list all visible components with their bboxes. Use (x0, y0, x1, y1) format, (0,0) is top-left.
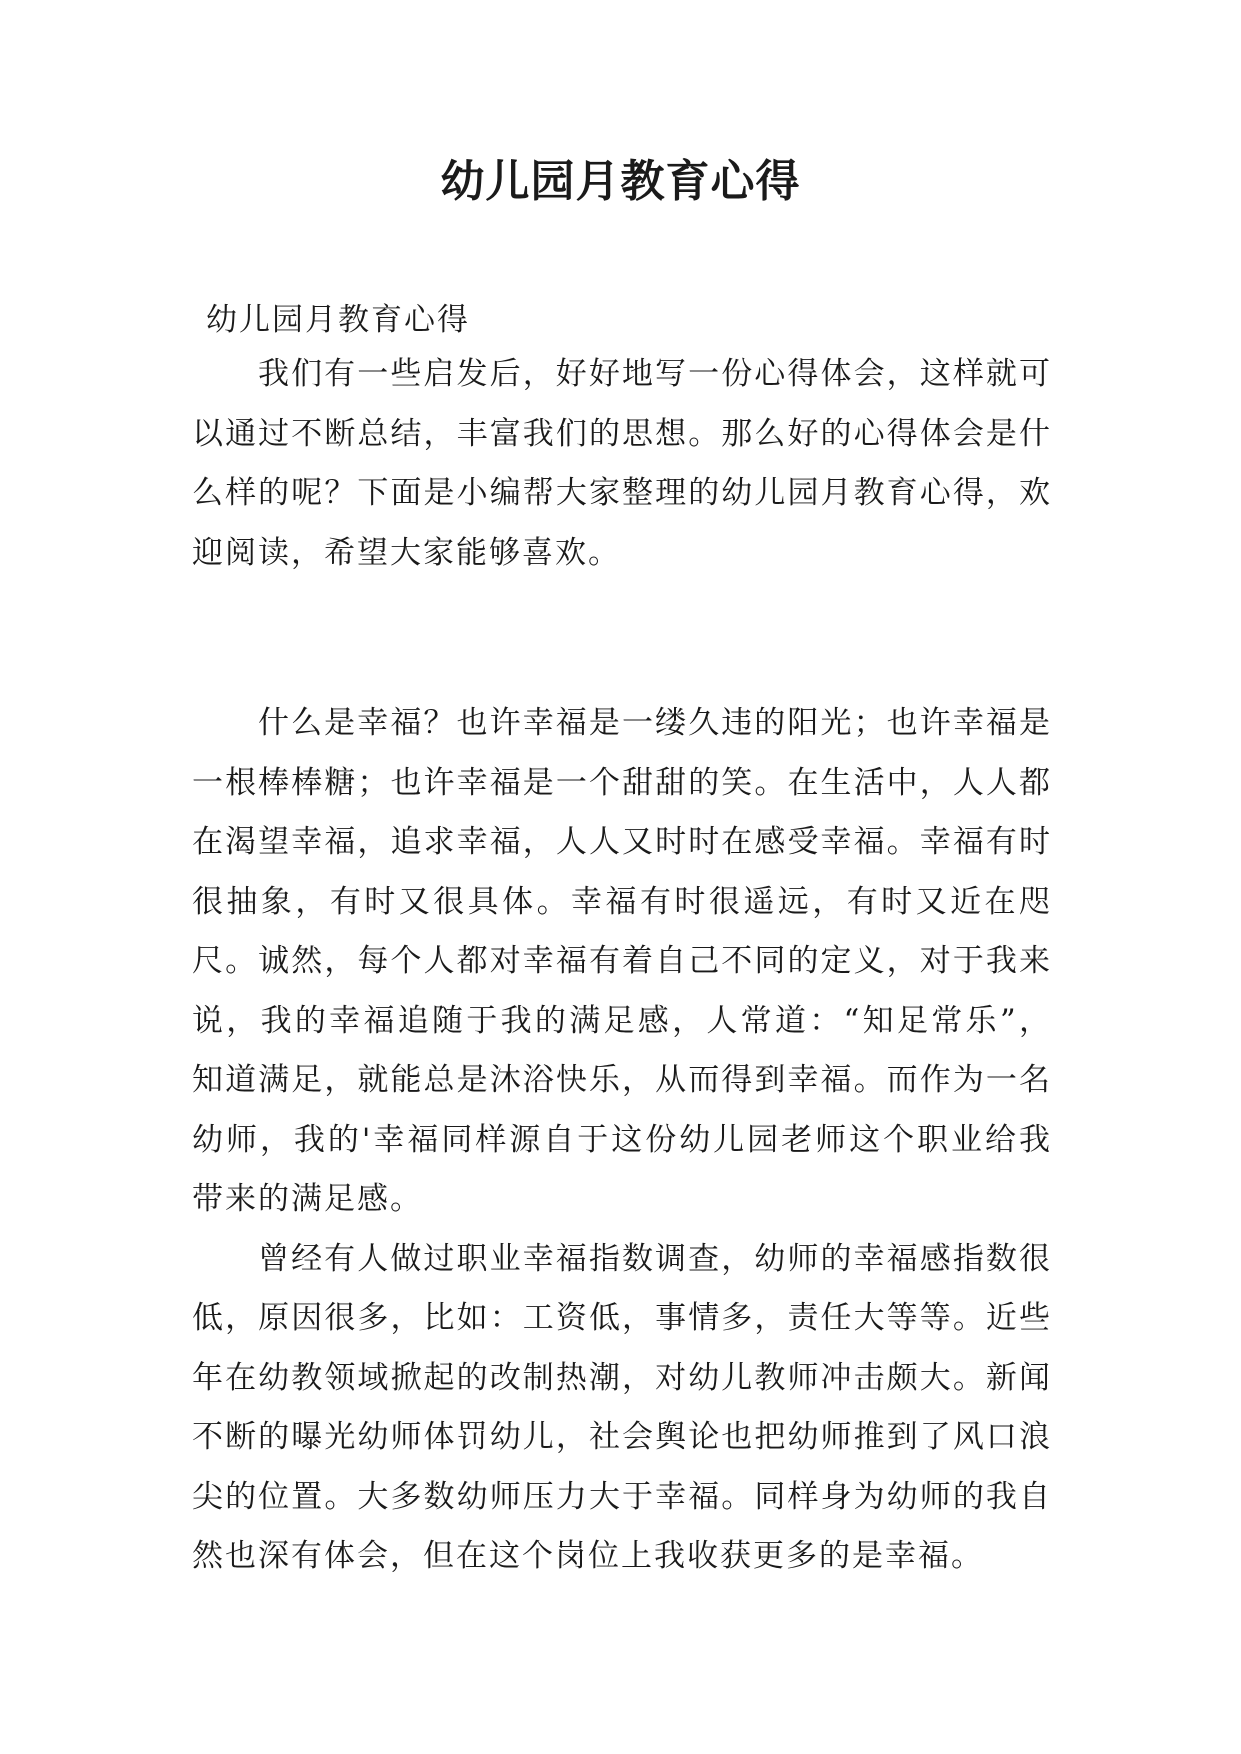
document-title: 幼儿园月教育心得 (440, 156, 801, 207)
document-subtitle: 幼儿园月教育心得 (206, 302, 470, 338)
intro-paragraph: 我们有一些启发后，好好地写一份心得体会，这样就可以通过不断总结，丰富我们的思想。那么好的心得体会是什么样的呢？下面是小编帮大家整理的幼儿园月教育心得，欢迎阅读，希望大家能够喜欢。 (192, 356, 1052, 571)
body-paragraph-1: 什么是幸福？也许幸福是一缕久违的阳光；也许幸福是一根棒棒糖；也许幸福是一个甜甜的笑。在生活中，人人都在渴望幸福，追求幸福，人人又时时在感受幸福。幸福有时很抽象，有时又很具体。幸福有时很遥远，有时又近在咫尺。诚然，每个人都对幸福有着自己不同的定义，对于我来说，我的幸福追随于我的满足感，人常道：“知足常乐”，知道满足，就能总是沐浴快乐，从而得到幸福。而作为一名幼师，我的'幸福同样源自于这份幼儿园老师这个职业给我带来的满足感。 (192, 705, 1052, 1217)
main-section (192, 694, 1052, 1587)
body-paragraph-2: 曾经有人做过职业幸福指数调查，幼师的幸福感指数很低，原因很多，比如：工资低，事情多，责任大等等。近些年在幼教领域掀起的改制热潮，对幼儿教师冲击颇大。新闻不断的曝光幼师体罚幼儿，社会舆论也把幼师推到了风口浪尖的位置。大多数幼师压力大于幸福。同样身为幼师的我自然也深有体会，但在这个岗位上我收获更多的是幸福。 (192, 1240, 1052, 1574)
intro-section (192, 345, 1052, 583)
